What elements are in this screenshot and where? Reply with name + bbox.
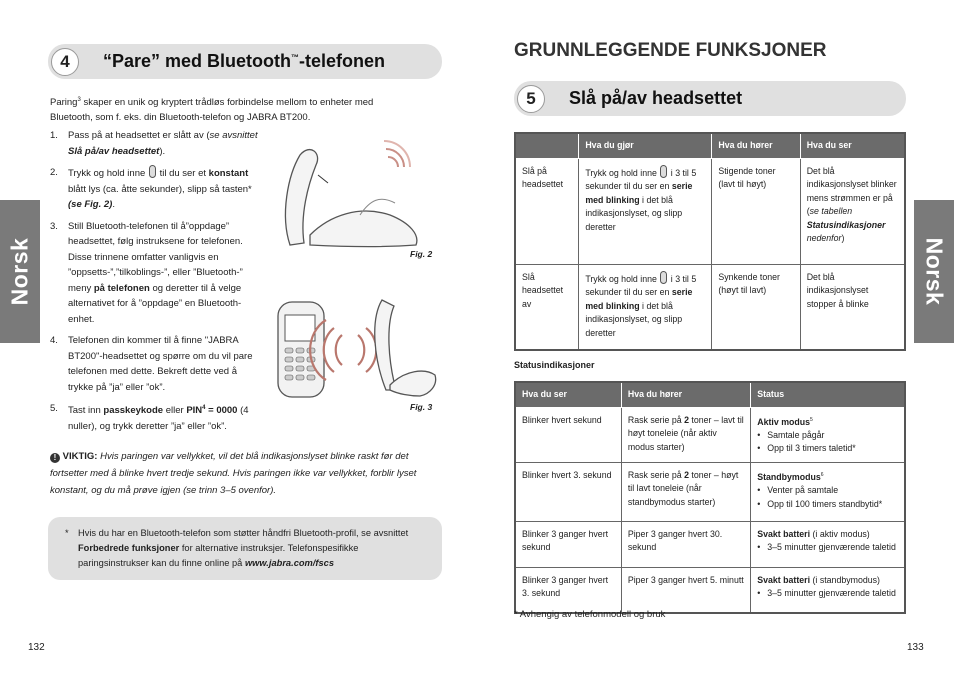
- warning-note: ! VIKTIG: Hvis paringen var vellykket, vil det blå indikasjonslyset blinke raskt før det fortsetter med å blinke hvert tredje sekund. Hvis paringen ikke var vellykket, forblir lyset konstant, og du må prøve igjen (se trinn 3–5 ovenfor).: [50, 451, 417, 496]
- footnote: * Avhengig av telefonmodell og bruk: [514, 609, 666, 620]
- table-row: Slå på headsettet Trykk og hold inne i 3 til 5 sekunder til du ser en serie med blinking i det blå indikasjonslyset, og slipp deretter Stigende toner (lavt til høyt) Det blå indikasjonslyset blinker mens strømmen er på (se tabellen Statusindikasjoner nedenfor): [515, 158, 905, 264]
- list-item: • Samtale pågår: [757, 429, 898, 443]
- side-tab-right: [914, 200, 954, 343]
- table-row: Blinker 3 ganger hvert 3. sekund Piper 3 ganger hvert 5. minutt Svakt batteri (i standbymodus) • 3–5 minutter gjenværende taletid: [515, 567, 905, 613]
- table-row: Slå headsettet av Trykk og hold inne i 3 til 5 sekunder til du ser en serie med blinking i det blå indikasjonslyset, og slipp deretter Synkende toner (høyt til lavt) Det blå indikasjonslyset stopper å blinke: [515, 264, 905, 350]
- table-row: Blinker hvert 3. sekund Rask serie på 2 toner – høyt til lavt toneleie (når standbymodus starter) Standbymodus$^6$ • Venter på samtale • Opp til 100 timers standbytid*: [515, 462, 905, 521]
- side-tab-label: Norsk: [6, 237, 33, 306]
- page-heading: GRUNNLEGGENDE FUNKSJONER: [514, 40, 827, 61]
- list-item: 4. Telefonen din kommer til å finne "JABRA BT200"-headsettet og spørre om du vil pare telefonen med dette. Bekreft dette ved å trykke på ”ja” eller ”ok”.: [50, 335, 253, 393]
- table-header: Hva du gjør: [579, 133, 712, 158]
- page-number-left: 132: [28, 642, 45, 653]
- page-number-right: 133: [907, 642, 924, 653]
- table-header: [515, 133, 579, 158]
- table-header: Status: [751, 382, 905, 407]
- list-item: 3. Still Bluetooth-telefonen til å”oppdage” headsettet, følg instruksene for telefonen. Disse trinnene omfatter vanligvis en ”oppsetts-”,”tilkoblings-”, eller ”Bluetooth-” meny på telefonen og deretter til å velge alternativet for å ”oppdage” en Bluetooth-enhet.: [50, 220, 243, 325]
- fig3-label: Fig. 3: [410, 402, 433, 412]
- list-item: • 3–5 minutter gjenværende taletid: [757, 541, 898, 555]
- section-title: “Pare” med Bluetooth™-telefonen: [103, 51, 386, 71]
- pairing-steps: [50, 128, 260, 440]
- section-4-header: [48, 44, 442, 79]
- table-row: Blinker 3 ganger hvert sekund Piper 3 ganger hvert 30. sekund Svakt batteri (i aktiv modus) • 3–5 minutter gjenværende taletid: [515, 521, 905, 567]
- support-link[interactable]: www.jabra.com/fscs: [244, 558, 334, 568]
- list-item: 2. Trykk og hold inne til du ser et konstant blått lys (ca. åtte sekunder), slipp så tasten* (se Fig. 2).: [50, 167, 252, 210]
- status-table: [514, 381, 906, 614]
- status-heading: Statusindikasjoner: [514, 360, 595, 370]
- section-number: 5: [517, 85, 545, 113]
- list-item: • Opp til 100 timers standbytid*: [757, 498, 898, 512]
- headset-button-icon: [149, 165, 156, 178]
- headset-button-icon: [660, 271, 667, 284]
- side-tab-label: Norsk: [921, 237, 948, 306]
- table-row: Blinker hvert sekund Rask serie på 2 toner – lavt til høyt toneleie (når aktiv modus starter) Aktiv modus$^5$ • Samtale pågår • Opp til 3 timers taletid*: [515, 407, 905, 462]
- headset-fig2-illustration: [270, 135, 440, 255]
- list-item: 5. Tast inn passkeykode eller $PIN^4 = 0000$ (4 nuller), og trykk deretter ”ja” eller ”ok”.: [50, 403, 249, 432]
- section-5-header: [514, 81, 906, 116]
- section-number: 4: [51, 48, 79, 76]
- list-item: 1. Pass på at headsettet er slått av (se avsnittet Slå på/av headsettet).: [50, 130, 258, 157]
- intro-paragraph: Paring$^3$ skaper en unik og kryptert trådløs forbindelse mellom to enheter med Bluetooth, som f. eks. din Bluetooth-telefon og JABRA BT200.: [50, 97, 374, 124]
- table-header: Hva du ser: [800, 133, 905, 158]
- table-header: Hva du hører: [621, 382, 750, 407]
- warning-icon: !: [50, 453, 60, 463]
- note-box: * Hvis du har en Bluetooth-telefon som støtter håndfri Bluetooth-profil, se avsnittet Forbedrede funksjoner for alternative instruksjer. Telefonspesifikke paringsinstrukser kan du finne online på www.jabra.com/fscs: [48, 517, 442, 580]
- power-table: [514, 132, 906, 351]
- list-item: • Opp til 3 timers taletid*: [757, 442, 898, 456]
- fig2-label: Fig. 2: [410, 249, 433, 259]
- table-header: Hva du hører: [712, 133, 800, 158]
- table-header: Hva du ser: [515, 382, 621, 407]
- section-title: Slå på/av headsettet: [569, 88, 743, 108]
- headset-button-icon: [660, 165, 667, 178]
- side-tab-left: [0, 200, 40, 343]
- phone-headset-fig3-illustration: [270, 290, 440, 400]
- list-item: • 3–5 minutter gjenværende taletid: [757, 587, 898, 601]
- list-item: • Venter på samtale: [757, 484, 898, 498]
